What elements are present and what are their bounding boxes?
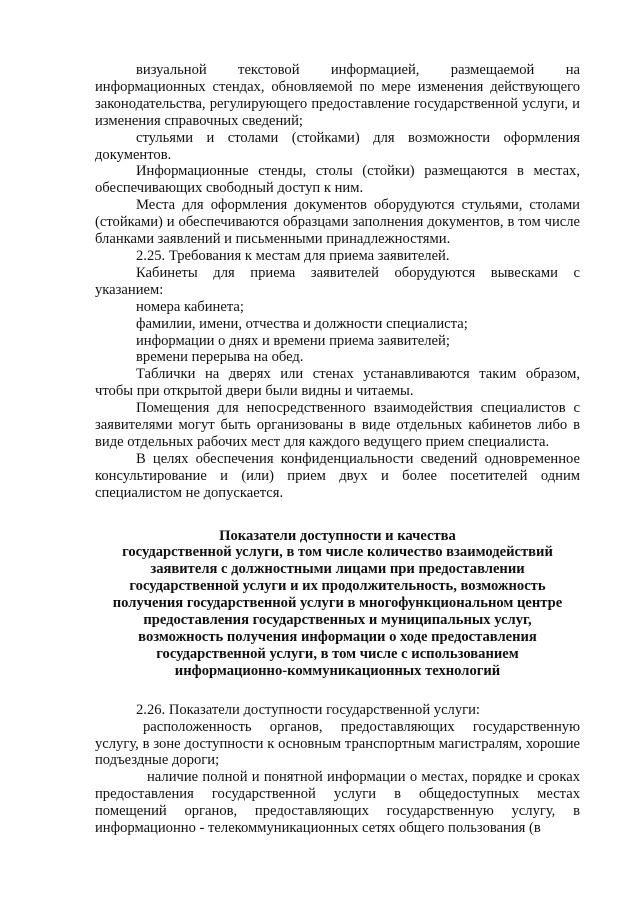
list-item: информации о днях и времени приема заявителей; <box>136 332 450 349</box>
paragraph-visual-info: визуальной текстовой информацией, размещаемой на информационных стендах, обновляемой по мере изменения действующего законодательства, регулирующего предоставление государственной услуги, и изменения справочных сведений; <box>95 62 580 129</box>
paragraph-chairs-tables: стульями и столами (стойками) для возможности оформления документов. <box>95 129 580 163</box>
paragraph-info-stands: Информационные стенды, столы (стойки) размещаются в местах, обеспечивающих свободный доступ к ним. <box>95 163 580 197</box>
heading-line: заявителя с должностными лицами при предоставлении <box>150 561 525 578</box>
heading-line: получения государственной услуги в многофункциональном центре <box>112 595 563 612</box>
paragraph-info-availability: наличие полной и понятной информации о местах, порядке и сроках предоставления государственной услуги в общедоступных местах помещений органов, предоставляющих государственную услугу, в информационно - телекоммуникационных сетях общего пользования (в <box>95 769 580 837</box>
heading-line: государственной услуги, в том числе с использованием <box>156 645 519 662</box>
section-2-25-title: 2.25. Требования к местам для приема заявителей. <box>136 247 450 264</box>
paragraph-location: расположенность органов, предоставляющих государственную услугу, в зоне доступности к основным транспортным магистралям, хорошие подъездные дороги; <box>95 718 580 769</box>
list-item: номера кабинета; <box>136 298 244 315</box>
document-page <box>95 62 580 837</box>
section-2-26-title: 2.26. Показатели доступности государственной услуги: <box>136 701 480 718</box>
heading-line: государственной услуги, в том числе количество взаимодействий <box>122 544 553 561</box>
paragraph-document-places: Места для оформления документов оборудуются стульями, столами (стойками) и обеспечиваются образцами заполнения документов, в том числе бланками заявлений и письменными принадлежностями. <box>95 197 580 248</box>
heading-line: возможность получения информации о ходе предоставления <box>138 629 537 645</box>
paragraph-premises: Помещения для непосредственного взаимодействия специалистов с заявителями могут быть организованы в виде отдельных кабинетов либо в виде отдельных рабочих мест для каждого ведущего прием специалиста. <box>95 400 580 450</box>
heading-line: предоставления государственных и муниципальных услуг, <box>143 612 532 629</box>
paragraph-confidentiality: В целях обеспечения конфиденциальности сведений одновременное консультирование и (или) прием двух и более посетителей одним специалистом не допускается. <box>95 450 580 501</box>
paragraph-door-plates: Таблички на дверях или стенах устанавливаются таким образом, чтобы при открытой двери были видны и читаемы. <box>95 366 580 400</box>
paragraph-cabinets-signs: Кабинеты для приема заявителей оборудуются вывесками с указанием: <box>95 264 580 298</box>
heading-line: информационно-коммуникационных технологий <box>174 662 501 679</box>
list-item: времени перерыва на обед. <box>136 349 304 366</box>
section-heading <box>95 528 580 680</box>
heading-line: Показатели доступности и качества <box>219 527 456 544</box>
list-item: фамилии, имени, отчества и должности специалиста; <box>136 315 468 332</box>
heading-line: государственной услуги и их продолжительность, возможность <box>129 578 546 595</box>
